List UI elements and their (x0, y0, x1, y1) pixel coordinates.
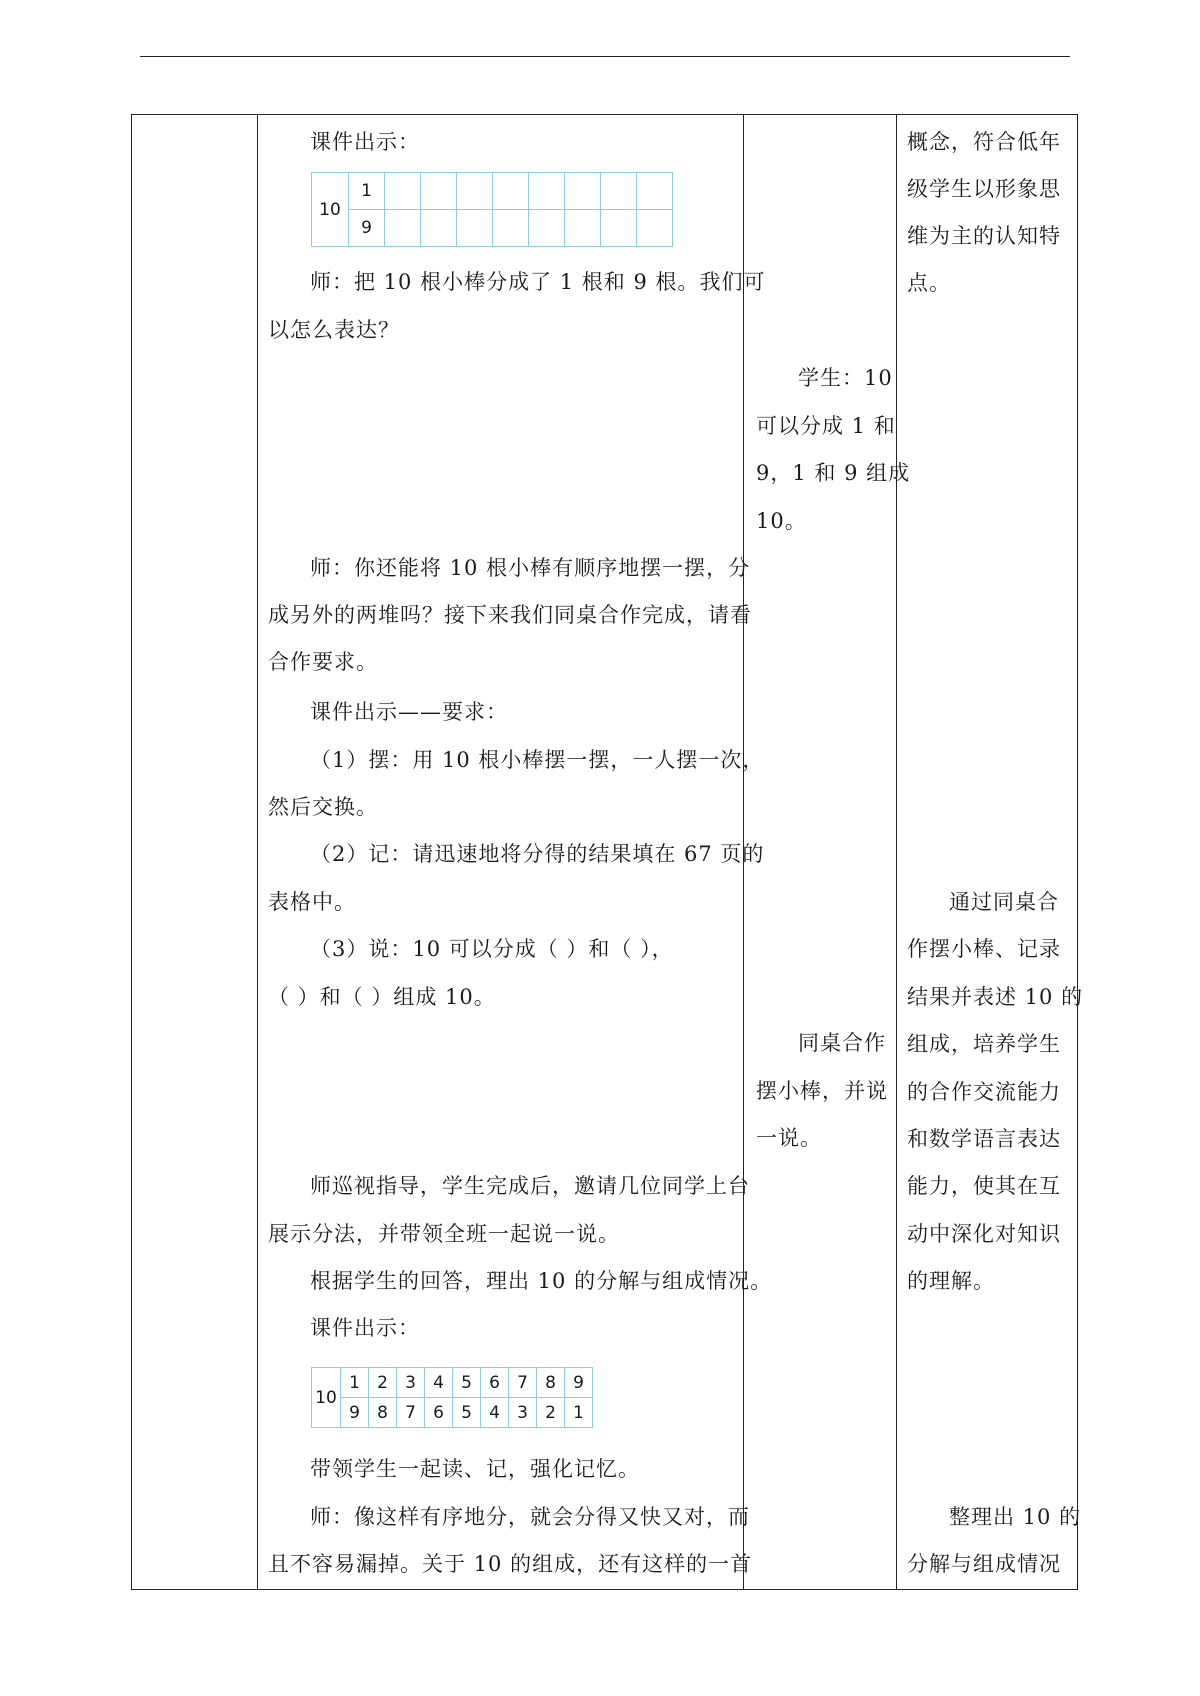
table-cell: 2 (369, 1368, 397, 1398)
decomposition-table-full (311, 1367, 593, 1428)
teacher-guidance-line-1: 师巡视指导，学生完成后，邀请几位同学上台 (310, 1174, 750, 1198)
table-cell: 3 (397, 1368, 425, 1398)
intent-line: 级学生以形象思 (907, 177, 1061, 201)
read-remember-line: 带领学生一起读、记，强化记忆。 (310, 1457, 640, 1481)
requirement-2-line-1: （2）记：请迅速地将分得的结果填在 67 页的 (310, 842, 765, 866)
student-activity-line-2: 摆小棒，并说 (756, 1079, 888, 1103)
student-activity-line-3: 一说。 (756, 1126, 822, 1150)
intent-line: 点。 (907, 271, 951, 295)
table-cell: 9 (341, 1398, 369, 1428)
intent-line: 和数学语言表达 (907, 1127, 1061, 1151)
table-cell: 3 (509, 1398, 537, 1428)
intent-line: 组成，培养学生 (907, 1032, 1061, 1056)
student-answer-line-4: 10。 (756, 509, 807, 533)
table-cell: 8 (369, 1398, 397, 1428)
table-head-cell: 10 (312, 173, 349, 247)
teacher-prompt-line-1: 师：你还能将 10 根小棒有顺序地摆一摆，分 (310, 556, 751, 580)
intent-line: 能力，使其在互 (907, 1174, 1061, 1198)
table-cell: 6 (425, 1398, 453, 1428)
table-cell: 1 (341, 1368, 369, 1398)
table-cell: 1 (565, 1398, 593, 1428)
table-cell: 2 (537, 1398, 565, 1428)
intent-line: 结果并表述 10 的 (907, 985, 1084, 1009)
table-cell: 7 (509, 1368, 537, 1398)
column-divider-3 (896, 114, 897, 1590)
courseware-label-1: 课件出示： (310, 130, 420, 154)
intent-line: 通过同桌合 (949, 890, 1059, 914)
intent-line: 的合作交流能力 (907, 1080, 1061, 1104)
requirements-heading: 课件出示——要求： (310, 700, 508, 724)
requirement-3-line-2: （ ）和（ ）组成 10。 (268, 985, 496, 1009)
intent-line: 分解与组成情况 (907, 1552, 1061, 1576)
table-cell: 9 (565, 1368, 593, 1398)
requirement-1-line-1: （1）摆：用 10 根小棒摆一摆，一人摆一次， (310, 748, 765, 772)
table-cell: 4 (425, 1368, 453, 1398)
teacher-question-line-1: 师：把 10 根小棒分成了 1 根和 9 根。我们可 (310, 270, 766, 294)
teacher-closing-line-2: 且不容易漏掉。关于 10 的组成，还有这样的一首 (268, 1552, 753, 1576)
intent-line: 概念，符合低年 (907, 130, 1061, 154)
requirement-2-line-2: 表格中。 (268, 890, 356, 914)
requirement-1-line-2: 然后交换。 (268, 795, 378, 819)
table-cell: 5 (453, 1398, 481, 1428)
table-head-cell: 10 (312, 1368, 341, 1428)
student-answer-line-2: 可以分成 1 和 (756, 414, 896, 438)
teacher-question-line-2: 以怎么表达？ (268, 318, 400, 342)
courseware-label-2: 课件出示： (310, 1316, 420, 1340)
requirement-3-line-1: （3）说：10 可以分成（ ）和（ ）， (310, 937, 674, 961)
header-rule (140, 56, 1070, 57)
student-answer-line-3: 9，1 和 9 组成 (756, 461, 911, 485)
intent-line: 作摆小棒、记录 (907, 937, 1061, 961)
table-cell: 1 (349, 173, 385, 210)
teacher-guidance-line-2: 展示分法，并带领全班一起说一说。 (268, 1222, 620, 1246)
teacher-prompt-line-2: 成另外的两堆吗？接下来我们同桌合作完成，请看 (268, 603, 752, 627)
intent-line: 整理出 10 的 (949, 1505, 1082, 1529)
decomposition-table-single (311, 172, 673, 247)
table-cell: 6 (481, 1368, 509, 1398)
table-cell: 4 (481, 1398, 509, 1428)
student-answer-line-1: 学生：10 (798, 366, 893, 390)
summary-line: 根据学生的回答，理出 10 的分解与组成情况。 (310, 1269, 773, 1293)
intent-line: 维为主的认知特 (907, 224, 1061, 248)
teacher-prompt-line-3: 合作要求。 (268, 650, 378, 674)
table-cell: 5 (453, 1368, 481, 1398)
teacher-closing-line-1: 师：像这样有序地分，就会分得又快又对，而 (310, 1505, 750, 1529)
intent-line: 动中深化对知识 (907, 1222, 1061, 1246)
table-cell: 9 (349, 210, 385, 247)
student-activity-line-1: 同桌合作 (798, 1031, 886, 1055)
intent-line: 的理解。 (907, 1269, 995, 1293)
table-cell: 8 (537, 1368, 565, 1398)
table-cell: 7 (397, 1398, 425, 1428)
column-divider-1 (257, 114, 258, 1590)
